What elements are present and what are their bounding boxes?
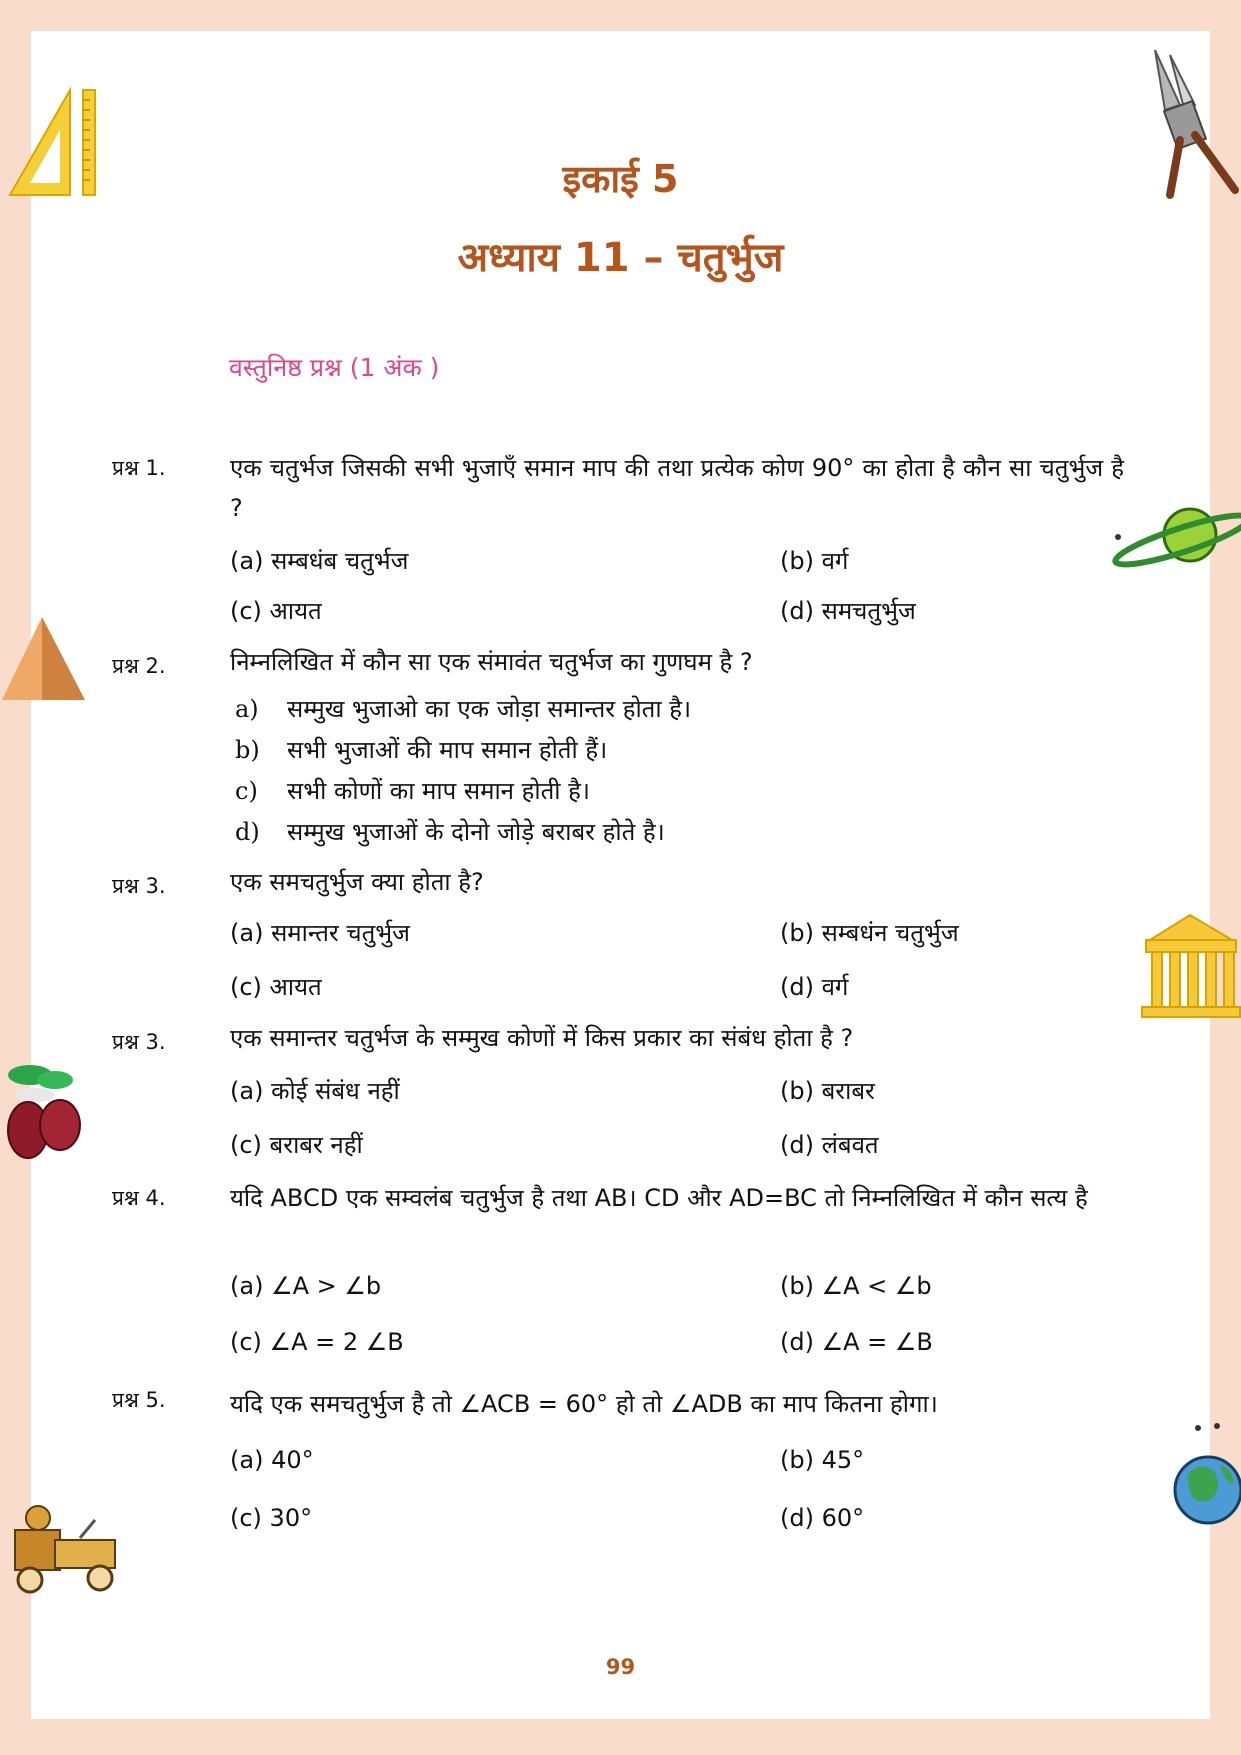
question-text: यदि ABCD एक सम्वलंब चतुर्भुज है तथा AB। CD और AD=BC तो निम्नलिखित में कौन सत्य है [230, 1184, 1088, 1212]
question-text: एक चतुर्भज जिसकी सभी भुजाएँ समान माप की तथा प्रत्येक कोण 90° का होता है कौन सा चतुर्भुज है ? [230, 454, 1124, 522]
question-label: प्रश्न 1. [112, 456, 166, 480]
option-b: (b) ∠A < ∠b [780, 1272, 932, 1300]
sub-option-b [235, 733, 607, 766]
question-label: प्रश्न 4. [112, 1186, 166, 1210]
page-number: 99 [605, 1655, 636, 1679]
option-a: (a) 40° [230, 1446, 314, 1474]
chapter-heading: अध्याय 11 – चतुर्भुज [457, 235, 784, 281]
option-a: (a) कोई संबंध नहीं [230, 1077, 400, 1105]
question-label: प्रश्न 5. [112, 1388, 166, 1412]
option-d: (d) ∠A = ∠B [780, 1328, 933, 1356]
option-c: (c) आयत [230, 973, 322, 1001]
greek-temple-icon [1140, 910, 1241, 1020]
option-a: (a) सम्बधंब चतुर्भज [230, 547, 409, 575]
option-c: (c) बराबर नहीं [230, 1131, 363, 1159]
option-c: (c) आयत [230, 597, 322, 625]
sub-option-text: सम्मुख भुजाओं के दोनो जोड़े बराबर होते है। [287, 818, 665, 846]
option-b: (b) बराबर [780, 1077, 875, 1105]
question-label: प्रश्न 2. [112, 654, 166, 678]
sub-option-c [235, 774, 590, 807]
question-label: प्रश्न 3. [112, 1030, 166, 1054]
cart-icon [0, 1500, 130, 1600]
unit-heading: इकाई 5 [562, 157, 679, 201]
sub-option-d [235, 815, 665, 848]
section-title: वस्तुनिष्ठ प्रश्न (1 अंक ) [229, 353, 440, 382]
beans-plant-icon [0, 1055, 85, 1165]
sub-option-letter: c) [235, 777, 258, 805]
option-b: (b) 45° [780, 1446, 865, 1474]
option-c: (c) 30° [230, 1504, 313, 1532]
question-text: निम्नलिखित में कौन सा एक संमावंत चतुर्भज का गुणघम है ? [230, 648, 753, 676]
pyramid-icon [0, 615, 90, 705]
sub-option-letter: a) [235, 695, 259, 723]
option-b: (b) वर्ग [780, 547, 849, 575]
sub-option-letter: b) [235, 736, 260, 764]
option-b: (b) सम्बधंन चतुर्भुज [780, 919, 959, 947]
option-d: (d) समचतुर्भुज [780, 597, 916, 625]
option-a: (a) समान्तर चतुर्भुज [230, 919, 410, 947]
question-text: एक समचतुर्भुज क्या होता है? [230, 868, 484, 896]
option-d: (d) वर्ग [780, 973, 849, 1001]
question-label: प्रश्न 3. [112, 874, 166, 898]
option-c: (c) ∠A = 2 ∠B [230, 1328, 404, 1356]
question-text: यदि एक समचतुर्भुज है तो ∠ACB = 60° हो तो ∠ADB का माप कितना होगा। [230, 1390, 938, 1418]
sub-option-letter: d) [235, 818, 260, 846]
sub-option-text: सभी भुजाओं की माप समान होती हैं। [287, 736, 608, 764]
sub-option-a [235, 692, 691, 725]
sub-option-text: सभी कोणों का माप समान होती है। [287, 777, 590, 805]
saturn-planet-icon [1110, 500, 1241, 580]
globe-icon [1165, 1420, 1241, 1530]
sub-option-text: सम्मुख भुजाओ का एक जोड़ा समान्तर होता है। [287, 695, 692, 723]
option-d: (d) 60° [780, 1504, 865, 1532]
option-d: (d) लंबवत [780, 1131, 879, 1159]
option-a: (a) ∠A > ∠b [230, 1272, 382, 1300]
question-text: एक समान्तर चतुर्भज के सम्मुख कोणों में किस प्रकार का संबंध होता है ? [230, 1024, 854, 1052]
